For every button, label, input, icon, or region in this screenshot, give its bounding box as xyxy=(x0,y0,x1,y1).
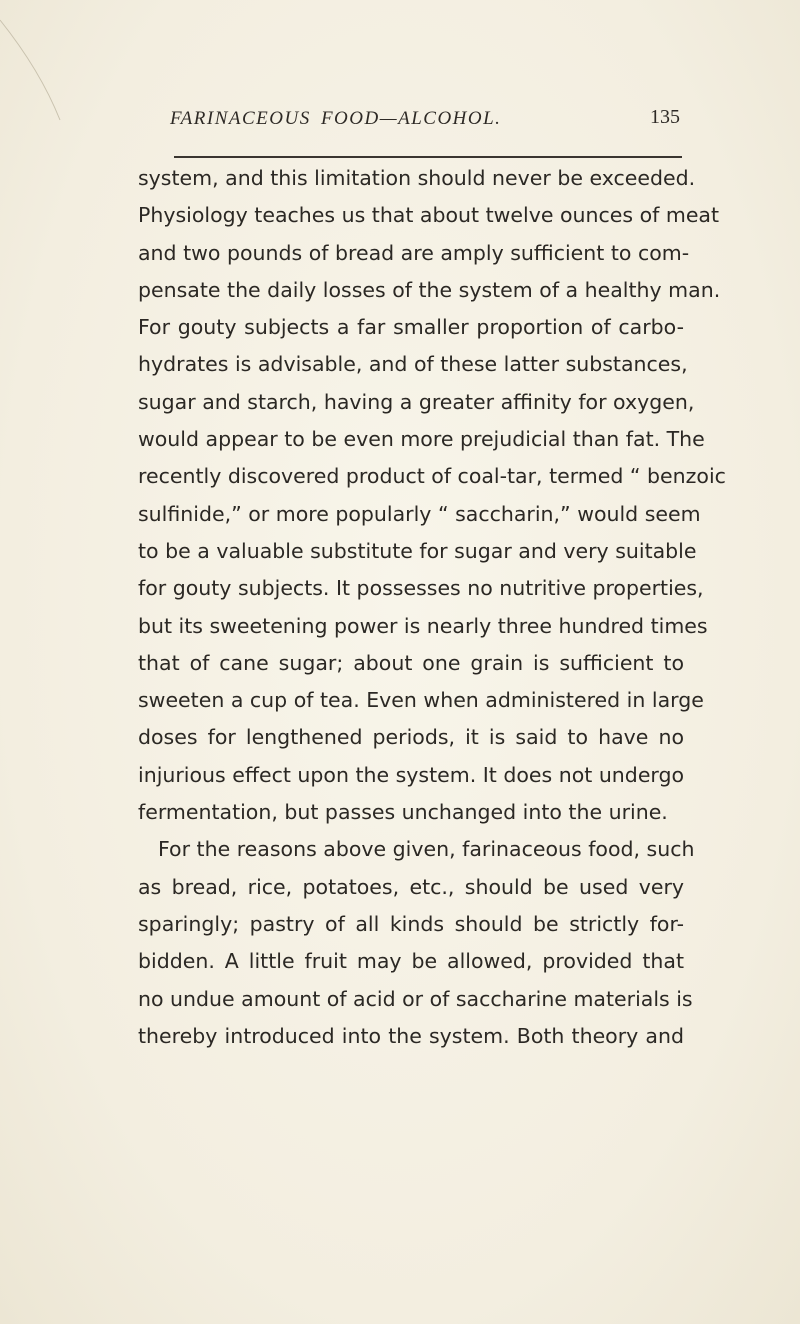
page-header xyxy=(140,108,680,148)
text-line: fermentation, but passes unchanged into the urine. xyxy=(138,800,668,825)
text-line: sulfinide,” or more popularly “ saccharin,” would seem xyxy=(138,501,701,526)
text-line: recently discovered product of coal-tar, termed “ benzoic xyxy=(138,464,726,489)
header-rule xyxy=(174,156,682,158)
text-line: bidden. A little fruit may be allowed, provided that xyxy=(138,949,684,974)
text-line: as bread, rice, potatoes, etc., should be used very xyxy=(138,874,684,899)
text-line: system, and this limitation should never be exceeded. xyxy=(138,166,696,190)
text-line: but its sweetening power is nearly three hundred times xyxy=(138,613,708,638)
text-line: and two pounds of bread are amply sufficient to com- xyxy=(138,240,690,265)
text-line: sugar and starch, having a greater affinity for oxygen, xyxy=(138,389,695,414)
text-line: For the reasons above given, farinaceous food, such xyxy=(158,837,695,862)
text-line: to be a valuable substitute for sugar and very suitable xyxy=(138,538,697,563)
text-line: doses for lengthened periods, it is said to have no xyxy=(138,725,684,750)
page-fold-shadow xyxy=(0,0,140,180)
text-line: sparingly; pastry of all kinds should be strictly for- xyxy=(138,911,684,936)
body-text xyxy=(138,160,726,1055)
text-line: thereby introduced into the system. Both theory and xyxy=(138,1023,684,1048)
text-line: no undue amount of acid or of saccharine materials is xyxy=(138,986,693,1011)
text-line: would appear to be even more prejudicial than fat. The xyxy=(138,427,705,452)
text-line: sweeten a cup of tea. Even when administered in large xyxy=(138,688,704,713)
text-line: Physiology teaches us that about twelve ounces of meat xyxy=(138,203,720,228)
text-line: hydrates is advisable, and of these latter substances, xyxy=(138,352,688,377)
text-line: For gouty subjects a far smaller proportion of carbo- xyxy=(138,315,684,340)
page-number: 135 xyxy=(650,106,680,128)
running-title: FARINACEOUS FOOD—ALCOHOL. xyxy=(170,108,502,129)
text-line: for gouty subjects. It possesses no nutritive properties, xyxy=(138,576,704,601)
text-line: that of cane sugar; about one grain is sufficient to xyxy=(138,650,684,675)
text-line: injurious effect upon the system. It does not undergo xyxy=(138,762,685,787)
text-line: pensate the daily losses of the system of a healthy man. xyxy=(138,277,721,302)
